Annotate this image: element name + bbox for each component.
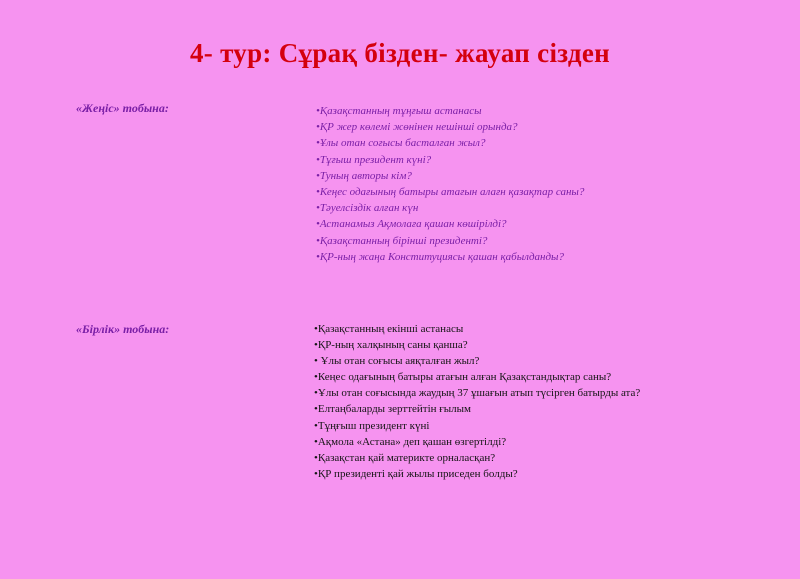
question-item: •Қазақстанның екінші астанасы — [314, 323, 464, 335]
question-item: •ҚР жер көлемі жөнінен нешінші орында? — [316, 121, 518, 134]
question-item: •Ұлы отан соғысы басталған жыл? — [316, 137, 486, 150]
question-list-birlik — [314, 321, 640, 482]
team-label-zhenis: «Жеңіс» тобына: — [76, 101, 169, 115]
team-label-birlik: «Бірлік» тобына: — [76, 322, 170, 336]
question-item: •Кеңес одағының батыры атағын алған Қазақстандықтар саны? — [314, 371, 612, 384]
question-item: •Қазақстан қай материкте орналасқан? — [314, 451, 496, 464]
slide-title: 4- тур: Сұрақ бізден- жауап сізден — [189, 38, 611, 68]
question-item: •ҚР президенті қай жылы приседен болды? — [314, 467, 518, 480]
question-item: •ҚР-ның жаңа Конституциясы қашан қабылданды? — [316, 250, 564, 263]
question-item: •Қазақстанның бірінші президенті? — [316, 234, 488, 247]
question-item: • Ұлы отан соғысы аяқталған жыл? — [314, 355, 480, 368]
question-item: •Ақмола «Астана» деп қашан өзгертілді? — [314, 435, 507, 448]
question-item: •Қазақстанның тұңғыш астанасы — [316, 105, 482, 117]
question-item: •ҚР-ның халқының саны қанша? — [314, 339, 468, 352]
question-item: •Ұлы отан соғысында жаудың 37 ұшағын атып түсірген батырды ата? — [314, 387, 641, 400]
question-item: •Тұғыш президент күні? — [316, 153, 432, 166]
question-list-zhenis — [316, 103, 584, 265]
question-item: •Тұңғыш президент күні — [314, 419, 430, 432]
question-item: •Елтаңбаларды зерттейтін ғылым — [314, 403, 472, 416]
question-item: •Астанамыз Ақмолаға қашан көшірілді? — [316, 218, 507, 231]
question-item: •Кеңес одағының батыры атағын алағн қазақтар саны? — [316, 186, 585, 199]
question-item: •Тәуелсіздік алған күн — [316, 202, 419, 215]
question-item: •Туның авторы кім? — [316, 169, 412, 182]
